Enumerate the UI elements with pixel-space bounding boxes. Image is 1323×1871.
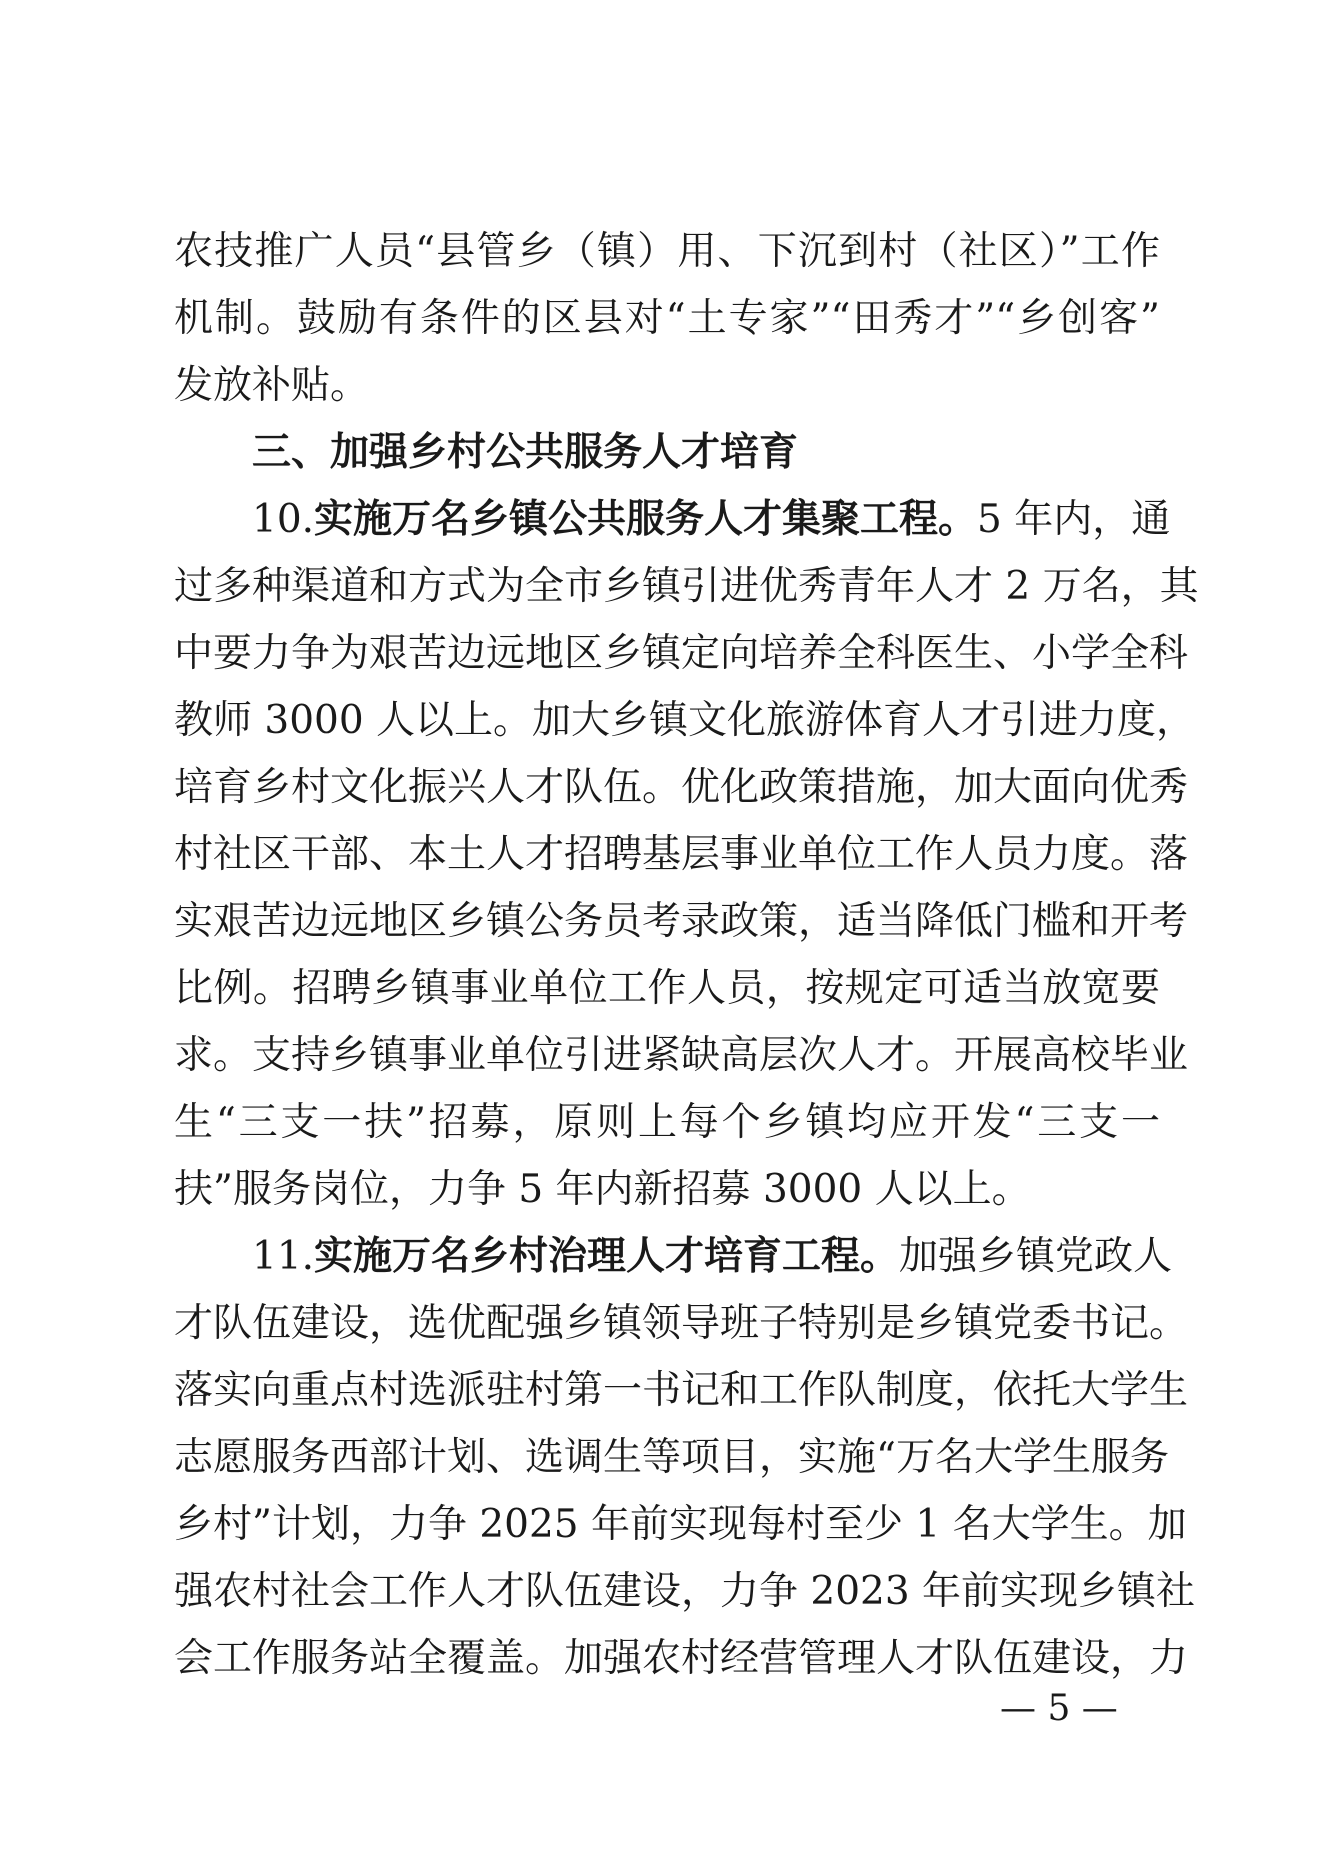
item-11-first-line <box>174 1223 1173 1290</box>
item-11-number: 11. <box>252 1234 315 1279</box>
body-line: 中要力争为艰苦边远地区乡镇定向培养全科医生、小学全科 <box>174 631 1189 676</box>
body-line: 会工作服务站全覆盖。加强农村经营管理人才队伍建设，力 <box>174 1636 1189 1681</box>
body-line: 落实向重点村选派驻村第一书记和工作队制度，依托大学生 <box>174 1368 1189 1413</box>
body-line: 培育乡村文化振兴人才队伍。优化政策措施，加大面向优秀 <box>174 765 1189 810</box>
body-line: 乡村”计划，力争 2025 年前实现每村至少 1 名大学生。加 <box>174 1502 1187 1547</box>
item-11-first-line-text: 加强乡镇党政人 <box>899 1234 1173 1279</box>
body-line: 村社区干部、本土人才招聘基层事业单位工作人员力度。落 <box>174 832 1189 877</box>
body-line: 农技推广人员“县管乡（镇）用、下沉到村（社区）”工作 <box>174 229 1160 274</box>
item-10-first-line-text: 5 年内，通 <box>977 497 1171 542</box>
page-number: — 5 — <box>1000 1688 1118 1729</box>
body-line: 强农村社会工作人才队伍建设，力争 2023 年前实现乡镇社 <box>174 1569 1196 1614</box>
body-line: 发放补贴。 <box>174 363 370 408</box>
body-line: 比例。招聘乡镇事业单位工作人员，按规定可适当放宽要 <box>174 966 1160 1011</box>
item-10-title: 实施万名乡镇公共服务人才集聚工程。 <box>314 496 978 542</box>
document-body <box>174 218 1199 1692</box>
item-11-title: 实施万名乡村治理人才培育工程。 <box>314 1233 900 1279</box>
body-line: 实艰苦边远地区乡镇公务员考录政策，适当降低门槛和开考 <box>174 899 1189 944</box>
body-line: 教师 3000 人以上。加大乡镇文化旅游体育人才引进力度， <box>174 698 1196 743</box>
body-line: 志愿服务西部计划、选调生等项目，实施“万名大学生服务 <box>174 1435 1169 1480</box>
body-line: 机制。鼓励有条件的区县对“土专家”“田秀才”“乡创客” <box>174 296 1160 341</box>
section-heading: 三、加强乡村公共服务人才培育 <box>252 430 799 475</box>
body-line: 求。支持乡镇事业单位引进紧缺高层次人才。开展高校毕业 <box>174 1033 1189 1078</box>
item-10-number: 10. <box>252 497 315 542</box>
body-line: 扶”服务岗位，力争 5 年内新招募 3000 人以上。 <box>174 1167 1031 1212</box>
body-line: 才队伍建设，选优配强乡镇领导班子特别是乡镇党委书记。 <box>174 1301 1189 1346</box>
item-10-first-line <box>174 486 1171 553</box>
body-line: 生“三支一扶”招募，原则上每个乡镇均应开发“三支一 <box>174 1100 1160 1145</box>
body-line: 过多种渠道和方式为全市乡镇引进优秀青年人才 2 万名，其 <box>174 564 1199 609</box>
